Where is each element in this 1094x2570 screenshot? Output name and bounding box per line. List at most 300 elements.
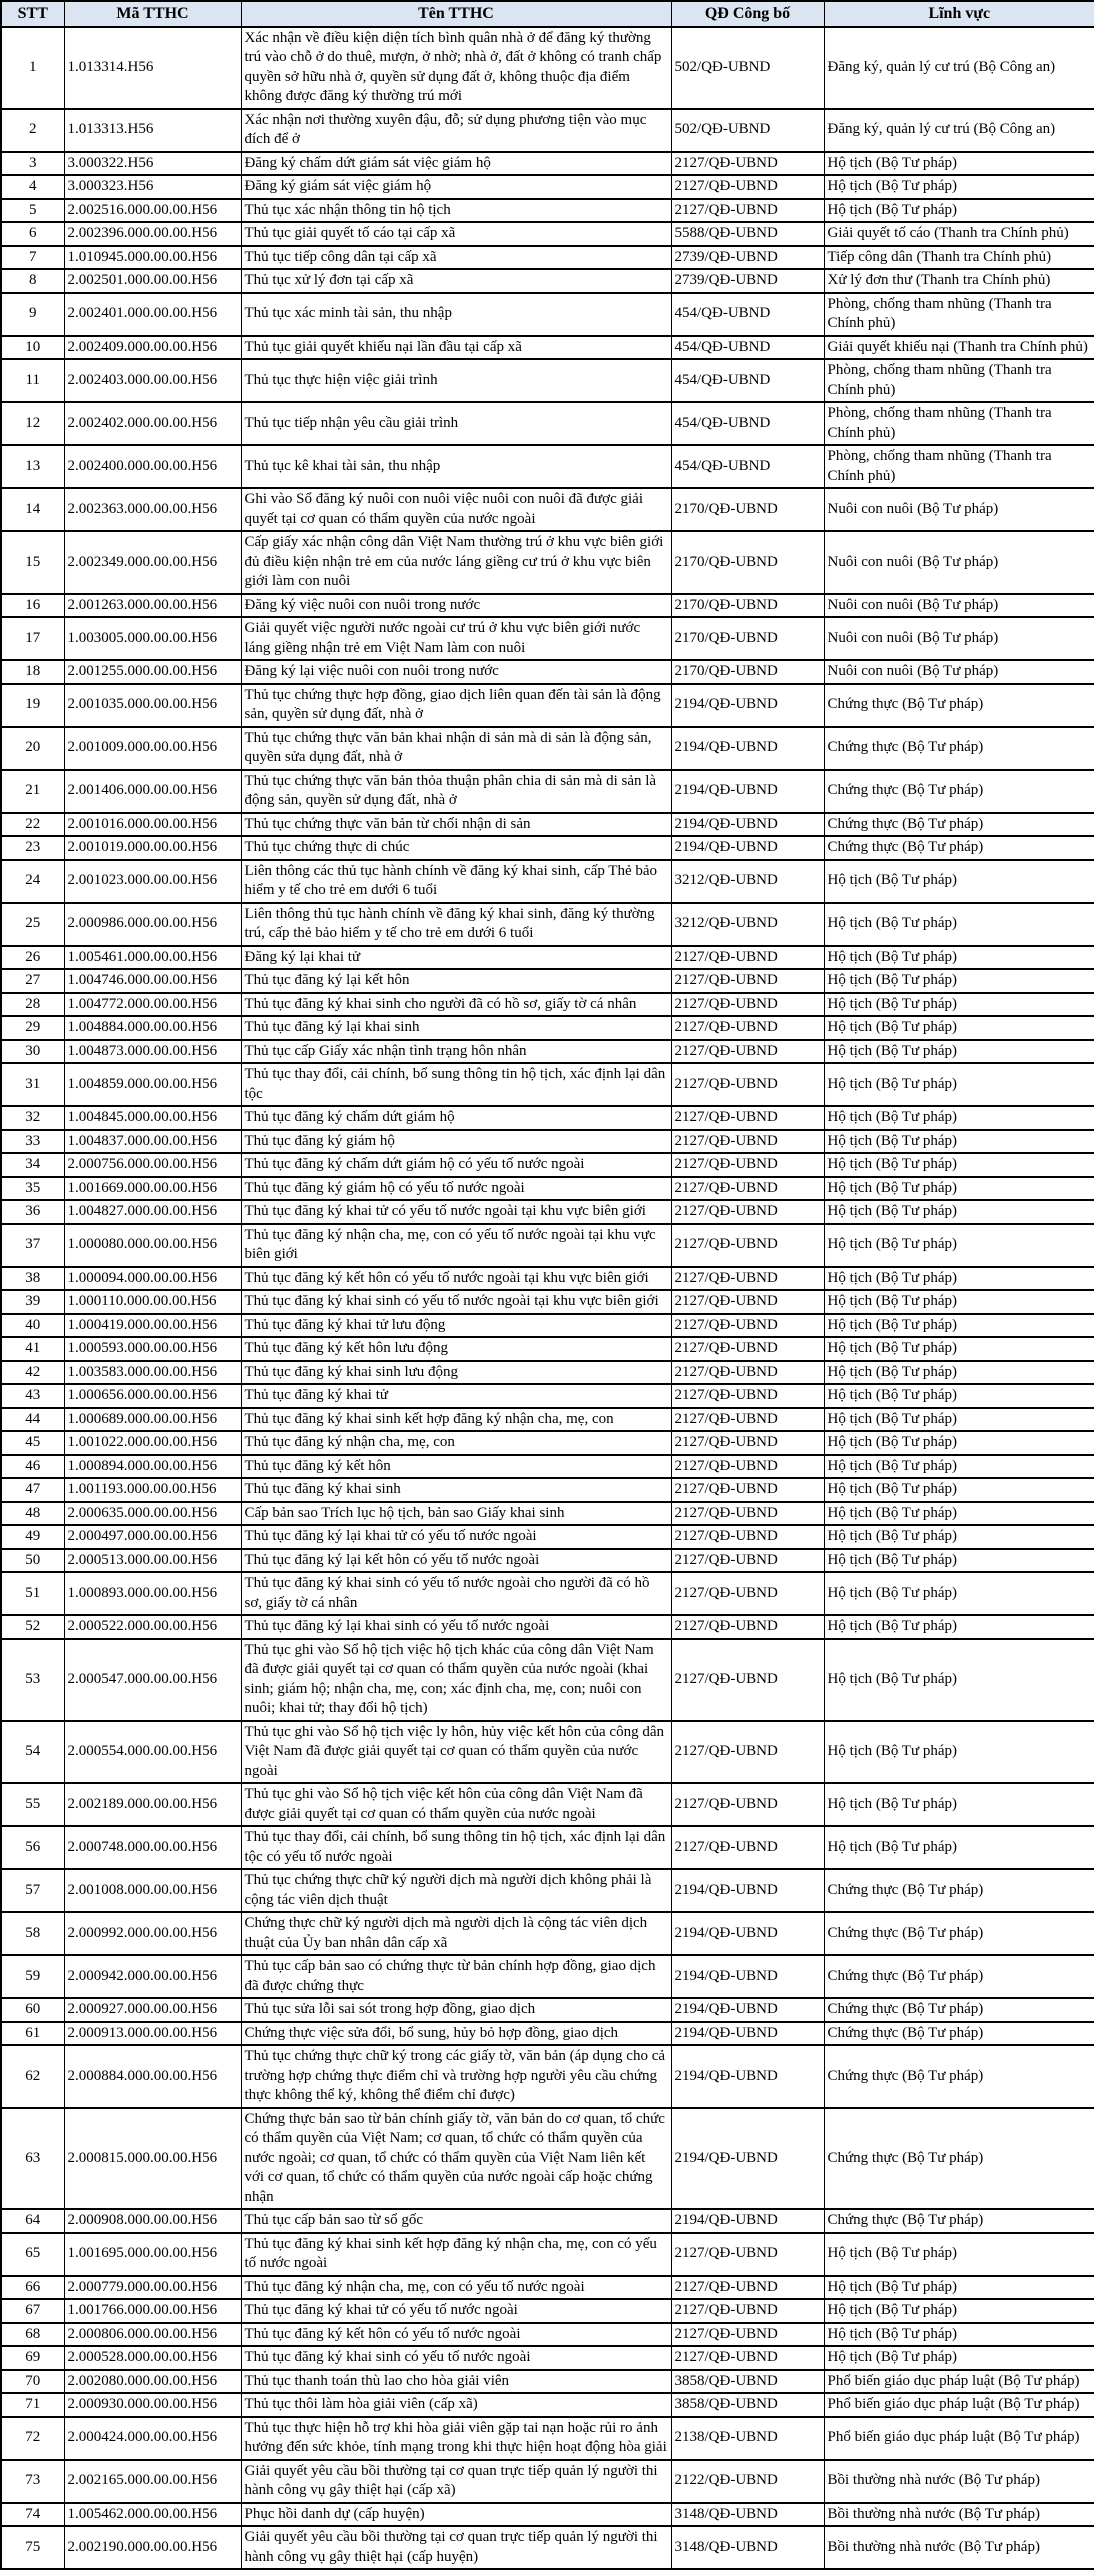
field-cell: Đăng ký, quản lý cư trú (Bộ Công an) [824,109,1094,152]
decision-cell: 454/QĐ-UBND [671,336,824,360]
stt-cell: 36 [1,1200,64,1224]
code-cell: 1.004827.000.00.00.H56 [64,1200,241,1224]
table-row [1,1549,1094,1573]
name-cell: Thủ tục thay đổi, cải chính, bổ sung thông tin hộ tịch, xác định lại dân tộc [241,1063,671,1106]
field-cell: Hộ tịch (Bộ Tư pháp) [824,903,1094,946]
name-cell: Chứng thực chữ ký người dịch mà người dịch là cộng tác viên dịch thuật của Ủy ban nhân dân cấp xã [241,1912,671,1955]
stt-cell: 65 [1,2233,64,2276]
name-cell: Thủ tục ghi vào Sổ hộ tịch việc ly hôn, hủy việc kết hôn của công dân Việt Nam đã được giải quyết tại cơ quan có thẩm quyền của nước ngoài [241,1721,671,1784]
table-row [1,1290,1094,1314]
decision-cell: 2127/QĐ-UBND [671,2233,824,2276]
code-cell: 2.002190.000.00.00.H56 [64,2526,241,2569]
name-cell: Thủ tục đăng ký khai sinh kết hợp đăng ký nhận cha, mẹ, con [241,1408,671,1432]
table-row [1,1783,1094,1826]
stt-cell: 21 [1,770,64,813]
decision-cell: 2127/QĐ-UBND [671,2346,824,2370]
decision-cell: 2127/QĐ-UBND [671,1290,824,1314]
name-cell: Thủ tục cấp bản sao có chứng thực từ bản chính hợp đồng, giao dịch đã được chứng thực [241,1955,671,1998]
field-cell: Hộ tịch (Bộ Tư pháp) [824,946,1094,970]
decision-cell: 2194/QĐ-UBND [671,2209,824,2233]
name-cell: Thủ tục đăng ký lại khai sinh [241,1016,671,1040]
field-cell: Hộ tịch (Bộ Tư pháp) [824,1290,1094,1314]
table-row [1,1998,1094,2022]
table-row [1,1224,1094,1267]
code-cell: 1.000419.000.00.00.H56 [64,1314,241,1338]
decision-cell: 2194/QĐ-UBND [671,813,824,837]
table-row [1,684,1094,727]
decision-cell: 2170/QĐ-UBND [671,617,824,660]
name-cell: Đăng ký lại khai tử [241,946,671,970]
code-cell: 1.000593.000.00.00.H56 [64,1337,241,1361]
decision-cell: 2170/QĐ-UBND [671,531,824,594]
table-row [1,2299,1094,2323]
field-cell: Giải quyết khiếu nại (Thanh tra Chính phủ) [824,336,1094,360]
decision-cell: 3212/QĐ-UBND [671,860,824,903]
field-cell: Hộ tịch (Bộ Tư pháp) [824,1063,1094,1106]
name-cell: Thủ tục đăng ký khai sinh kết hợp đăng ký nhận cha, mẹ, con có yếu tố nước ngoài [241,2233,671,2276]
stt-cell: 75 [1,2526,64,2569]
decision-cell: 2127/QĐ-UBND [671,1408,824,1432]
stt-cell: 28 [1,993,64,1017]
code-cell: 2.000927.000.00.00.H56 [64,1998,241,2022]
stt-cell: 42 [1,1361,64,1385]
table-row [1,2022,1094,2046]
field-cell: Hộ tịch (Bộ Tư pháp) [824,1337,1094,1361]
table-row [1,946,1094,970]
code-cell: 1.000110.000.00.00.H56 [64,1290,241,1314]
name-cell: Thủ tục đăng ký kết hôn có yếu tố nước ngoài [241,2323,671,2347]
field-cell: Chứng thực (Bộ Tư pháp) [824,1998,1094,2022]
decision-cell: 2127/QĐ-UBND [671,1130,824,1154]
field-cell: Hộ tịch (Bộ Tư pháp) [824,1314,1094,1338]
decision-cell: 2194/QĐ-UBND [671,1869,824,1912]
table-row [1,1431,1094,1455]
decision-cell: 2127/QĐ-UBND [671,1826,824,1869]
stt-cell: 51 [1,1572,64,1615]
header-row [1,1,1094,27]
name-cell: Thủ tục thanh toán thù lao cho hòa giải viên [241,2370,671,2394]
decision-cell: 2194/QĐ-UBND [671,2045,824,2108]
stt-cell: 27 [1,969,64,993]
table-row [1,1721,1094,1784]
stt-cell: 58 [1,1912,64,1955]
stt-cell: 16 [1,594,64,618]
stt-cell: 5 [1,199,64,223]
stt-cell: 61 [1,2022,64,2046]
name-cell: Thủ tục đăng ký giám hộ có yếu tố nước ngoài [241,1177,671,1201]
decision-cell: 2127/QĐ-UBND [671,1106,824,1130]
name-cell: Thủ tục đăng ký lại kết hôn [241,969,671,993]
field-cell: Hộ tịch (Bộ Tư pháp) [824,1130,1094,1154]
table-row [1,1615,1094,1639]
code-cell: 1.003005.000.00.00.H56 [64,617,241,660]
decision-cell: 2127/QĐ-UBND [671,1200,824,1224]
code-cell: 1.000894.000.00.00.H56 [64,1455,241,1479]
decision-cell: 2127/QĐ-UBND [671,1224,824,1267]
code-cell: 2.001019.000.00.00.H56 [64,836,241,860]
field-cell: Hộ tịch (Bộ Tư pháp) [824,2346,1094,2370]
name-cell: Thủ tục thực hiện hỗ trợ khi hòa giải viên gặp tai nạn hoặc rủi ro ảnh hưởng đến sức khỏe, tính mạng trong khi thực hiện hoạt động hòa giải [241,2417,671,2460]
name-cell: Thủ tục sửa lỗi sai sót trong hợp đồng, giao dịch [241,1998,671,2022]
code-cell: 2.002349.000.00.00.H56 [64,531,241,594]
code-cell: 2.000748.000.00.00.H56 [64,1826,241,1869]
column-header-field: Lĩnh vực [824,1,1094,27]
decision-cell: 2127/QĐ-UBND [671,175,824,199]
code-cell: 2.000942.000.00.00.H56 [64,1955,241,1998]
decision-cell: 2127/QĐ-UBND [671,1615,824,1639]
decision-cell: 454/QĐ-UBND [671,445,824,488]
table-row [1,336,1094,360]
name-cell: Thủ tục đăng ký khai tử có yếu tố nước ngoài tại khu vực biên giới [241,1200,671,1224]
decision-cell: 2127/QĐ-UBND [671,2323,824,2347]
stt-cell: 64 [1,2209,64,2233]
field-cell: Hộ tịch (Bộ Tư pháp) [824,1408,1094,1432]
table-row [1,2045,1094,2108]
field-cell: Phổ biến giáo dục pháp luật (Bộ Tư pháp) [824,2370,1094,2394]
stt-cell: 71 [1,2393,64,2417]
stt-cell: 69 [1,2346,64,2370]
column-header-name: Tên TTHC [241,1,671,27]
name-cell: Thủ tục đăng ký khai tử có yếu tố nước ngoài [241,2299,671,2323]
table-row [1,359,1094,402]
table-row [1,1502,1094,1526]
name-cell: Thủ tục đăng ký chấm dứt giám hộ [241,1106,671,1130]
name-cell: Thủ tục đăng ký kết hôn [241,1455,671,1479]
name-cell: Thủ tục đăng ký khai sinh lưu động [241,1361,671,1385]
code-cell: 2.000554.000.00.00.H56 [64,1721,241,1784]
name-cell: Thủ tục đăng ký khai tử lưu động [241,1314,671,1338]
field-cell: Đăng ký, quản lý cư trú (Bộ Công an) [824,27,1094,109]
decision-cell: 2194/QĐ-UBND [671,1912,824,1955]
decision-cell: 2127/QĐ-UBND [671,1455,824,1479]
name-cell: Thủ tục đăng ký lại kết hôn có yếu tố nước ngoài [241,1549,671,1573]
stt-cell: 6 [1,222,64,246]
name-cell: Thủ tục chứng thực văn bản từ chối nhận di sản [241,813,671,837]
field-cell: Hộ tịch (Bộ Tư pháp) [824,1455,1094,1479]
table-row [1,1572,1094,1615]
table-row [1,199,1094,223]
name-cell: Thủ tục đăng ký nhận cha, mẹ, con có yếu tố nước ngoài [241,2276,671,2300]
table-row [1,813,1094,837]
table-row [1,1525,1094,1549]
stt-cell: 2 [1,109,64,152]
decision-cell: 2138/QĐ-UBND [671,2417,824,2460]
stt-cell: 19 [1,684,64,727]
decision-cell: 2194/QĐ-UBND [671,770,824,813]
stt-cell: 26 [1,946,64,970]
field-cell: Hộ tịch (Bộ Tư pháp) [824,1224,1094,1267]
decision-cell: 2127/QĐ-UBND [671,199,824,223]
name-cell: Thủ tục tiếp nhận yêu cầu giải trình [241,402,671,445]
field-cell: Hộ tịch (Bộ Tư pháp) [824,1783,1094,1826]
table-row [1,1455,1094,1479]
stt-cell: 55 [1,1783,64,1826]
stt-cell: 73 [1,2460,64,2503]
field-cell: Phòng, chống tham nhũng (Thanh tra Chính phủ) [824,359,1094,402]
stt-cell: 10 [1,336,64,360]
stt-cell: 17 [1,617,64,660]
table-row [1,1826,1094,1869]
procedure-table-body [1,27,1094,2570]
name-cell: Đăng ký chấm dứt giám sát việc giám hộ [241,152,671,176]
decision-cell: 2127/QĐ-UBND [671,1783,824,1826]
stt-cell: 50 [1,1549,64,1573]
name-cell: Thủ tục xác nhận thông tin hộ tịch [241,199,671,223]
table-row [1,1639,1094,1721]
decision-cell: 2194/QĐ-UBND [671,684,824,727]
field-cell: Hộ tịch (Bộ Tư pháp) [824,1525,1094,1549]
field-cell: Hộ tịch (Bộ Tư pháp) [824,2233,1094,2276]
field-cell: Hộ tịch (Bộ Tư pháp) [824,1615,1094,1639]
table-row [1,2526,1094,2569]
code-cell: 2.001023.000.00.00.H56 [64,860,241,903]
table-row [1,2323,1094,2347]
name-cell: Thủ tục đăng ký khai sinh có yếu tố nước ngoài tại khu vực biên giới [241,1290,671,1314]
table-row [1,903,1094,946]
code-cell: 2.002402.000.00.00.H56 [64,402,241,445]
name-cell: Thủ tục thay đổi, cải chính, bổ sung thông tin hộ tịch, xác định lại dân tộc có yếu tố nước ngoài [241,1826,671,1869]
code-cell: 2.000513.000.00.00.H56 [64,1549,241,1573]
field-cell: Chứng thực (Bộ Tư pháp) [824,2108,1094,2210]
code-cell: 2.002516.000.00.00.H56 [64,199,241,223]
table-row [1,617,1094,660]
name-cell: Thủ tục đăng ký kết hôn có yếu tố nước ngoài tại khu vực biên giới [241,1267,671,1291]
field-cell: Nuôi con nuôi (Bộ Tư pháp) [824,531,1094,594]
decision-cell: 2170/QĐ-UBND [671,488,824,531]
stt-cell: 7 [1,246,64,270]
stt-cell: 56 [1,1826,64,1869]
decision-cell: 2739/QĐ-UBND [671,246,824,270]
name-cell: Thủ tục thực hiện việc giải trình [241,359,671,402]
stt-cell: 74 [1,2503,64,2527]
code-cell: 2.000992.000.00.00.H56 [64,1912,241,1955]
decision-cell: 454/QĐ-UBND [671,293,824,336]
decision-cell: 3148/QĐ-UBND [671,2503,824,2527]
table-row [1,1040,1094,1064]
stt-cell: 70 [1,2370,64,2394]
code-cell: 1.004884.000.00.00.H56 [64,1016,241,1040]
stt-cell: 41 [1,1337,64,1361]
table-row [1,1408,1094,1432]
field-cell: Nuôi con nuôi (Bộ Tư pháp) [824,488,1094,531]
field-cell: Hộ tịch (Bộ Tư pháp) [824,993,1094,1017]
table-row [1,531,1094,594]
table-row [1,1106,1094,1130]
name-cell: Đăng ký giám sát việc giám hộ [241,175,671,199]
stt-cell: 33 [1,1130,64,1154]
code-cell: 1.001669.000.00.00.H56 [64,1177,241,1201]
table-row [1,109,1094,152]
stt-cell: 37 [1,1224,64,1267]
decision-cell: 2127/QĐ-UBND [671,1721,824,1784]
stt-cell: 45 [1,1431,64,1455]
name-cell: Thủ tục chứng thực chữ ký trong các giấy tờ, văn bản (áp dụng cho cả trường hợp chứng thực điểm chỉ và trường hợp người yêu cầu chứng thực không thể ký, không thể điểm chỉ được) [241,2045,671,2108]
name-cell: Thủ tục đăng ký nhận cha, mẹ, con [241,1431,671,1455]
table-row [1,1337,1094,1361]
field-cell: Hộ tịch (Bộ Tư pháp) [824,2276,1094,2300]
stt-cell: 39 [1,1290,64,1314]
name-cell: Thủ tục đăng ký lại khai sinh có yếu tố nước ngoài [241,1615,671,1639]
stt-cell: 24 [1,860,64,903]
name-cell: Thủ tục thôi làm hòa giải viên (cấp xã) [241,2393,671,2417]
code-cell: 1.001022.000.00.00.H56 [64,1431,241,1455]
code-cell: 1.001193.000.00.00.H56 [64,1478,241,1502]
field-cell: Chứng thực (Bộ Tư pháp) [824,836,1094,860]
decision-cell: 2127/QĐ-UBND [671,1337,824,1361]
stt-cell: 11 [1,359,64,402]
code-cell: 2.001263.000.00.00.H56 [64,594,241,618]
code-cell: 1.000656.000.00.00.H56 [64,1384,241,1408]
stt-cell: 53 [1,1639,64,1721]
stt-cell: 25 [1,903,64,946]
code-cell: 2.000528.000.00.00.H56 [64,2346,241,2370]
code-cell: 2.002409.000.00.00.H56 [64,336,241,360]
name-cell: Thủ tục đăng ký khai sinh có yếu tố nước ngoài cho người đã có hồ sơ, giấy tờ cá nhân [241,1572,671,1615]
field-cell: Bồi thường nhà nước (Bộ Tư pháp) [824,2526,1094,2569]
name-cell: Thủ tục chứng thực chữ ký người dịch mà người dịch không phải là cộng tác viên dịch thuật [241,1869,671,1912]
decision-cell: 2127/QĐ-UBND [671,1572,824,1615]
code-cell: 2.002401.000.00.00.H56 [64,293,241,336]
name-cell: Thủ tục ghi vào Sổ hộ tịch việc kết hôn của công dân Việt Nam đã được giải quyết tại cơ quan có thẩm quyền của nước ngoài [241,1783,671,1826]
code-cell: 2.000497.000.00.00.H56 [64,1525,241,1549]
field-cell: Nuôi con nuôi (Bộ Tư pháp) [824,594,1094,618]
code-cell: 2.002080.000.00.00.H56 [64,2370,241,2394]
code-cell: 2.002363.000.00.00.H56 [64,488,241,531]
code-cell: 2.000884.000.00.00.H56 [64,2045,241,2108]
table-row [1,1016,1094,1040]
field-cell: Hộ tịch (Bộ Tư pháp) [824,1549,1094,1573]
name-cell: Thủ tục đăng ký khai sinh [241,1478,671,1502]
code-cell: 2.002165.000.00.00.H56 [64,2460,241,2503]
table-row [1,594,1094,618]
name-cell: Chứng thực việc sửa đổi, bổ sung, hủy bỏ hợp đồng, giao dịch [241,2022,671,2046]
stt-cell: 66 [1,2276,64,2300]
code-cell: 2.001009.000.00.00.H56 [64,727,241,770]
name-cell: Phục hồi danh dự (cấp huyện) [241,2503,671,2527]
table-row [1,27,1094,109]
code-cell: 1.004873.000.00.00.H56 [64,1040,241,1064]
table-row [1,2346,1094,2370]
procedure-table-header [1,1,1094,27]
table-row [1,222,1094,246]
name-cell: Chứng thực bản sao từ bản chính giấy tờ, văn bản do cơ quan, tổ chức có thẩm quyền của Việt Nam; cơ quan, tổ chức có thẩm quyền của nước ngoài; cơ quan, tổ chức có thẩm quyền của Việt Nam liên kết với cơ quan, tổ chức có thẩm quyền của nước ngoài cấp hoặc chứng nhận [241,2108,671,2210]
code-cell: 2.000815.000.00.00.H56 [64,2108,241,2210]
decision-cell: 2127/QĐ-UBND [671,1267,824,1291]
field-cell: Chứng thực (Bộ Tư pháp) [824,813,1094,837]
stt-cell: 4 [1,175,64,199]
decision-cell: 3212/QĐ-UBND [671,903,824,946]
code-cell: 2.002396.000.00.00.H56 [64,222,241,246]
field-cell: Hộ tịch (Bộ Tư pháp) [824,1200,1094,1224]
decision-cell: 2127/QĐ-UBND [671,1063,824,1106]
code-cell: 1.001766.000.00.00.H56 [64,2299,241,2323]
stt-cell: 72 [1,2417,64,2460]
table-row [1,2393,1094,2417]
code-cell: 1.001695.000.00.00.H56 [64,2233,241,2276]
stt-cell: 67 [1,2299,64,2323]
table-row [1,1314,1094,1338]
name-cell: Đăng ký việc nuôi con nuôi trong nước [241,594,671,618]
table-row [1,2276,1094,2300]
table-row [1,993,1094,1017]
decision-cell: 2127/QĐ-UBND [671,1040,824,1064]
name-cell: Giải quyết yêu cầu bồi thường tại cơ quan trực tiếp quản lý người thi hành công vụ gây thiệt hại (cấp xã) [241,2460,671,2503]
code-cell: 1.004837.000.00.00.H56 [64,1130,241,1154]
name-cell: Thủ tục chứng thực văn bản khai nhận di sản mà di sản là động sản, quyền sửa dụng đất, nhà ở [241,727,671,770]
field-cell: Chứng thực (Bộ Tư pháp) [824,770,1094,813]
decision-cell: 2170/QĐ-UBND [671,594,824,618]
field-cell: Chứng thực (Bộ Tư pháp) [824,1869,1094,1912]
code-cell: 2.001406.000.00.00.H56 [64,770,241,813]
name-cell: Thủ tục xác minh tài sản, thu nhập [241,293,671,336]
table-row [1,770,1094,813]
name-cell: Thủ tục đăng ký giám hộ [241,1130,671,1154]
code-cell: 2.001016.000.00.00.H56 [64,813,241,837]
code-cell: 2.001008.000.00.00.H56 [64,1869,241,1912]
name-cell: Xác nhận về điều kiện diện tích bình quân nhà ở để đăng ký thường trú vào chỗ ở do thuê, mượn, ở nhờ; nhà ở, đất ở không có tranh chấp quyền sở hữu nhà ở, quyền sử dụng đất ở, không thuộc địa điểm không được đăng ký thường trú mới [241,27,671,109]
stt-cell: 49 [1,1525,64,1549]
decision-cell: 2194/QĐ-UBND [671,727,824,770]
table-row [1,1384,1094,1408]
field-cell: Hộ tịch (Bộ Tư pháp) [824,1478,1094,1502]
decision-cell: 5588/QĐ-UBND [671,222,824,246]
field-cell: Hộ tịch (Bộ Tư pháp) [824,1106,1094,1130]
table-row [1,2233,1094,2276]
stt-cell: 48 [1,1502,64,1526]
stt-cell: 8 [1,269,64,293]
table-row [1,175,1094,199]
code-cell: 2.000424.000.00.00.H56 [64,2417,241,2460]
stt-cell: 52 [1,1615,64,1639]
stt-cell: 9 [1,293,64,336]
decision-cell: 2127/QĐ-UBND [671,1502,824,1526]
table-row [1,2108,1094,2210]
stt-cell: 54 [1,1721,64,1784]
stt-cell: 68 [1,2323,64,2347]
table-row [1,2503,1094,2527]
field-cell: Hộ tịch (Bộ Tư pháp) [824,860,1094,903]
code-cell: 2.002189.000.00.00.H56 [64,1783,241,1826]
name-cell: Liên thông các thủ tục hành chính về đăng ký khai sinh, cấp Thẻ bảo hiểm y tế cho trẻ em dưới 6 tuổi [241,860,671,903]
code-cell: 1.000893.000.00.00.H56 [64,1572,241,1615]
name-cell: Thủ tục giải quyết khiếu nại lần đầu tại cấp xã [241,336,671,360]
code-cell: 2.000522.000.00.00.H56 [64,1615,241,1639]
field-cell: Phổ biến giáo dục pháp luật (Bộ Tư pháp) [824,2417,1094,2460]
code-cell: 2.001035.000.00.00.H56 [64,684,241,727]
column-header-decision: QĐ Công bố [671,1,824,27]
decision-cell: 2127/QĐ-UBND [671,1384,824,1408]
code-cell: 1.004845.000.00.00.H56 [64,1106,241,1130]
name-cell: Cấp giấy xác nhận công dân Việt Nam thường trú ở khu vực biên giới đủ điều kiện nhận trẻ em của nước láng giềng cư trú ở khu vực biên giới làm con nuôi [241,531,671,594]
stt-cell: 62 [1,2045,64,2108]
code-cell: 1.004746.000.00.00.H56 [64,969,241,993]
code-cell: 2.000908.000.00.00.H56 [64,2209,241,2233]
table-row [1,269,1094,293]
field-cell: Hộ tịch (Bộ Tư pháp) [824,199,1094,223]
code-cell: 2.000913.000.00.00.H56 [64,2022,241,2046]
field-cell: Chứng thực (Bộ Tư pháp) [824,2045,1094,2108]
table-row [1,1153,1094,1177]
name-cell: Thủ tục tiếp công dân tại cấp xã [241,246,671,270]
stt-cell: 35 [1,1177,64,1201]
decision-cell: 2127/QĐ-UBND [671,1431,824,1455]
name-cell: Thủ tục cấp Giấy xác nhận tình trạng hôn nhân [241,1040,671,1064]
name-cell: Thủ tục đăng ký khai tử [241,1384,671,1408]
name-cell: Thủ tục đăng ký nhận cha, mẹ, con có yếu tố nước ngoài tại khu vực biên giới [241,1224,671,1267]
decision-cell: 2127/QĐ-UBND [671,1016,824,1040]
name-cell: Thủ tục chứng thực di chúc [241,836,671,860]
table-row [1,488,1094,531]
